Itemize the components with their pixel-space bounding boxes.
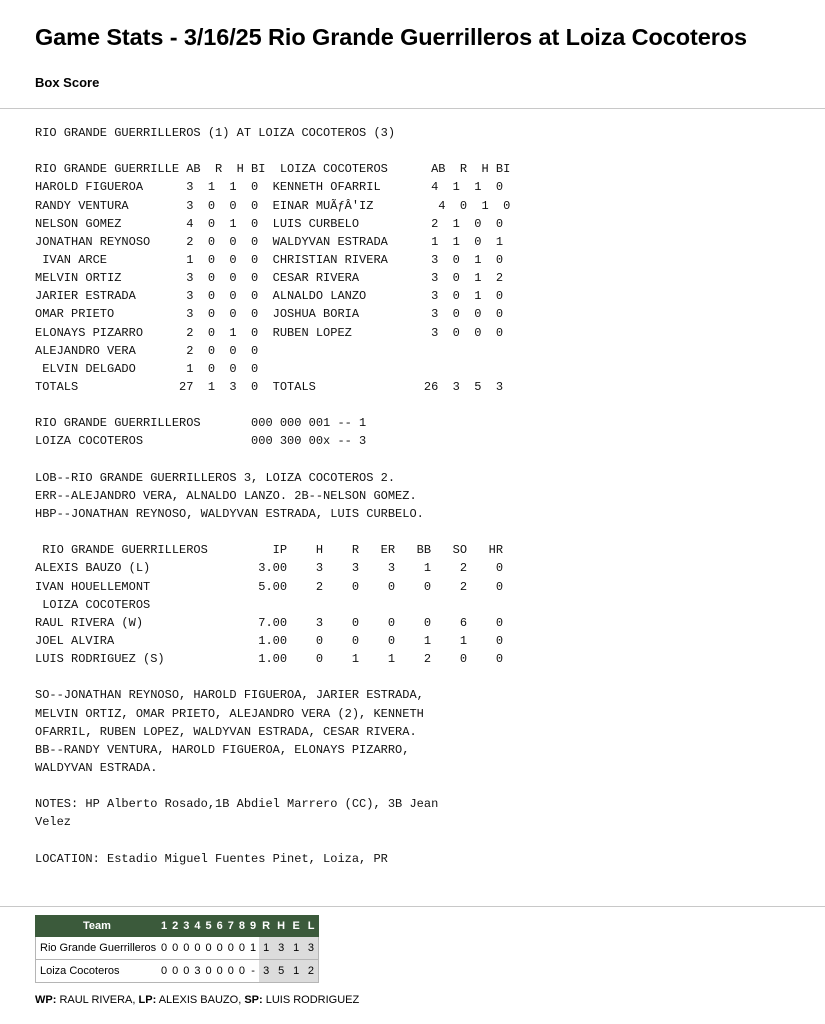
left-on-base: 2: [304, 960, 319, 983]
linescore-table: [35, 915, 319, 983]
box-score-text: [35, 124, 510, 868]
inning-score: 0: [170, 960, 181, 983]
linescore-col-header: 9: [248, 916, 259, 937]
inning-score: 0: [236, 960, 247, 983]
divider: [0, 108, 825, 109]
box-score-line: LOIZA COCOTEROS 000 300 00x -- 3: [35, 434, 367, 449]
box-score-line: HBP--JONATHAN REYNOSO, WALDYVAN ESTRADA, LUIS CURBELO.: [35, 506, 424, 521]
box-score-line: Velez: [35, 815, 72, 830]
sp-label: SP:: [244, 994, 263, 1006]
linescore-col-header: 2: [170, 916, 181, 937]
box-score-line: NELSON GOMEZ 4 0 1 0 LUIS CURBELO 2 1 0 0: [35, 216, 504, 231]
box-score-line: [35, 831, 510, 849]
pitcher-decisions: [35, 994, 359, 1006]
losing-pitcher: ALEXIS BAUZO,: [158, 994, 242, 1006]
box-score-line: [35, 396, 510, 414]
box-score-line: LOB--RIO GRANDE GUERRILLEROS 3, LOIZA COCOTEROS 2.: [35, 470, 396, 485]
box-score-line: SO--JONATHAN REYNOSO, HAROLD FIGUEROA, JARIER ESTRADA,: [35, 688, 424, 703]
errors-total: 1: [289, 960, 304, 983]
box-score-line: RIO GRANDE GUERRILLEROS (1) AT LOIZA COCOTEROS (3): [35, 126, 396, 140]
linescore-col-header: L: [304, 916, 319, 937]
divider: [0, 906, 825, 907]
box-score-line: IVAN HOUELLEMONT 5.00 2 0 0 0 2 0: [35, 579, 504, 594]
team-name: Loiza Cocoteros: [36, 960, 159, 983]
inning-score: 0: [214, 937, 225, 960]
box-score-line: JOEL ALVIRA 1.00 0 0 0 1 1 0: [35, 633, 504, 648]
box-score-line: ALEJANDRO VERA 2 0 0 0: [35, 343, 259, 358]
linescore-col-header: 4: [192, 916, 203, 937]
box-score-line: RIO GRANDE GUERRILLEROS IP H R ER BB SO HR: [35, 543, 504, 558]
box-score-line: [35, 451, 510, 469]
linescore-col-header: 6: [214, 916, 225, 937]
inning-score: 0: [181, 937, 192, 960]
inning-score: -: [248, 960, 259, 983]
left-on-base: 3: [304, 937, 319, 960]
box-score-line: MELVIN ORTIZ, OMAR PRIETO, ALEJANDRO VERA (2), KENNETH: [35, 706, 424, 721]
inning-score: 0: [236, 937, 247, 960]
save-pitcher: LUIS RODRIGUEZ: [265, 994, 360, 1006]
inning-score: 0: [170, 937, 181, 960]
inning-score: 0: [192, 937, 203, 960]
inning-score: 0: [214, 960, 225, 983]
linescore-team-header: Team: [36, 916, 159, 937]
box-score-line: [35, 668, 510, 686]
box-score-line: RIO GRANDE GUERRILLEROS 000 000 001 -- 1: [35, 416, 367, 431]
lp-label: LP:: [138, 994, 157, 1006]
inning-score: 0: [225, 937, 236, 960]
box-score-line: WALDYVAN ESTRADA.: [35, 760, 158, 775]
box-score-line: MELVIN ORTIZ 3 0 0 0 CESAR RIVERA 3 0 1 2: [35, 271, 504, 286]
linescore-col-header: 5: [203, 916, 214, 937]
linescore-col-header: 8: [236, 916, 247, 937]
linescore-col-header: H: [274, 916, 289, 937]
box-score-line: TOTALS 27 1 3 0 TOTALS 26 3 5 3: [35, 379, 504, 394]
linescore-col-header: 7: [225, 916, 236, 937]
box-score-line: LUIS RODRIGUEZ (S) 1.00 0 1 1 2 0 0: [35, 652, 504, 667]
linescore-col-header: 3: [181, 916, 192, 937]
box-score-line: LOCATION: Estadio Miguel Fuentes Pinet, Loiza, PR: [35, 851, 388, 866]
linescore-row: [36, 937, 319, 960]
box-score-line: OFARRIL, RUBEN LOPEZ, WALDYVAN ESTRADA, CESAR RIVERA.: [35, 724, 417, 739]
linescore-header-row: [36, 916, 319, 937]
team-name: Rio Grande Guerrilleros: [36, 937, 159, 960]
box-score-line: ALEXIS BAUZO (L) 3.00 3 3 3 1 2 0: [35, 561, 504, 576]
box-score-heading: Box Score: [35, 75, 100, 90]
inning-score: 0: [225, 960, 236, 983]
winning-pitcher: RAUL RIVERA,: [59, 994, 136, 1006]
linescore-col-header: 1: [159, 916, 170, 937]
box-score-line: [35, 777, 510, 795]
hits-total: 5: [274, 960, 289, 983]
page-title: Game Stats - 3/16/25 Rio Grande Guerrilleros at Loiza Cocoteros: [35, 24, 747, 50]
inning-score: 0: [203, 960, 214, 983]
box-score-line: ELVIN DELGADO 1 0 0 0: [35, 361, 259, 376]
errors-total: 1: [289, 937, 304, 960]
inning-score: 0: [181, 960, 192, 983]
inning-score: 0: [159, 937, 170, 960]
box-score-line: ERR--ALEJANDRO VERA, ALNALDO LANZO. 2B--NELSON GOMEZ.: [35, 488, 417, 503]
runs-total: 1: [259, 937, 274, 960]
box-score-line: BB--RANDY VENTURA, HAROLD FIGUEROA, ELONAYS PIZARRO,: [35, 742, 410, 757]
box-score-line: [35, 523, 510, 541]
box-score-line: ELONAYS PIZARRO 2 0 1 0 RUBEN LOPEZ 3 0 0 0: [35, 325, 504, 340]
inning-score: 1: [248, 937, 259, 960]
inning-score: 0: [159, 960, 170, 983]
box-score-line: OMAR PRIETO 3 0 0 0 JOSHUA BORIA 3 0 0 0: [35, 307, 504, 322]
box-score-line: JONATHAN REYNOSO 2 0 0 0 WALDYVAN ESTRADA 1 1 0 1: [35, 234, 504, 249]
inning-score: 0: [203, 937, 214, 960]
linescore-row: [36, 960, 319, 983]
box-score-line: RANDY VENTURA 3 0 0 0 EINAR MUÃƒÂ'IZ 4 0 1 0: [35, 198, 511, 213]
box-score-line: LOIZA COCOTEROS: [35, 597, 151, 612]
runs-total: 3: [259, 960, 274, 983]
wp-label: WP:: [35, 994, 57, 1006]
box-score-line: [35, 142, 510, 160]
hits-total: 3: [274, 937, 289, 960]
box-score-line: RIO GRANDE GUERRILLE AB R H BI LOIZA COCOTEROS AB R H BI: [35, 162, 511, 177]
box-score-line: JARIER ESTRADA 3 0 0 0 ALNALDO LANZO 3 0 1 0: [35, 289, 504, 304]
linescore-col-header: E: [289, 916, 304, 937]
box-score-line: RAUL RIVERA (W) 7.00 3 0 0 0 6 0: [35, 615, 504, 630]
box-score-line: NOTES: HP Alberto Rosado,1B Abdiel Marrero (CC), 3B Jean: [35, 797, 439, 812]
linescore-col-header: R: [259, 916, 274, 937]
box-score-line: IVAN ARCE 1 0 0 0 CHRISTIAN RIVERA 3 0 1 0: [35, 252, 504, 267]
inning-score: 3: [192, 960, 203, 983]
box-score-line: HAROLD FIGUEROA 3 1 1 0 KENNETH OFARRIL 4 1 1 0: [35, 180, 504, 195]
